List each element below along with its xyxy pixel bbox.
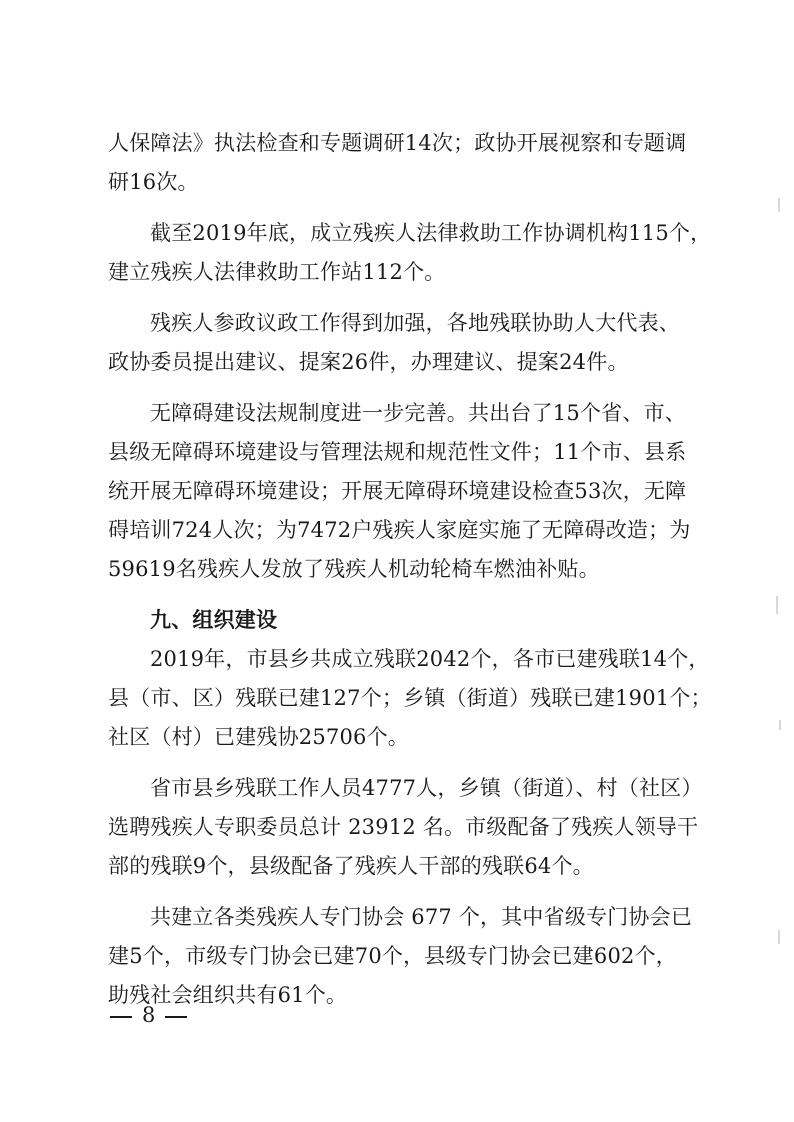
page-number: 8 — [142, 1003, 156, 1027]
page-number-footer — [110, 1000, 187, 1030]
text-line: 统开展无障碍环境建设；开展无障碍环境建设检查53次，无障 — [108, 479, 687, 503]
section-heading: 九、组织建设 — [150, 608, 278, 632]
section-heading-container — [108, 601, 696, 640]
paragraph-political-participation — [108, 304, 696, 382]
paragraph-federations — [108, 640, 712, 757]
scan-artifact — [778, 930, 780, 944]
text-line: 研16次。 — [108, 170, 199, 194]
text-line: 部的残联9个，县级配备了残疾人干部的残联64个。 — [108, 854, 594, 878]
paragraph-associations — [108, 898, 696, 1015]
text-line: 政协委员提出建议、提案26件，办理建议、提案24件。 — [108, 350, 629, 374]
paragraph-staff — [108, 769, 703, 886]
paragraph-accessibility — [108, 394, 696, 589]
text-line: 省市县乡残联工作人员4777人，乡镇（街道）、村（社区） — [150, 776, 703, 800]
text-line: 社区（村）已建残协25706个。 — [108, 725, 410, 749]
text-line: 助残社会组织共有61个。 — [108, 983, 348, 1007]
text-line: 县（市、区）残联已建127个；乡镇（街道）残联已建1901个； — [108, 686, 712, 710]
text-line: 碍培训724人次；为7472户残疾人家庭实施了无障碍改造；为 — [108, 518, 691, 542]
text-line: 建立残疾人法律救助工作站112个。 — [108, 260, 446, 284]
scan-artifact — [778, 198, 780, 212]
paragraph-legal-aid — [108, 214, 712, 292]
text-line: 县级无障碍环境建设与管理法规和规范性文件；11个市、县系 — [108, 440, 687, 464]
dash-left — [110, 1016, 132, 1018]
scan-artifact — [776, 596, 778, 614]
text-line: 59619名残疾人发放了残疾人机动轮椅车燃油补贴。 — [108, 557, 600, 581]
text-line: 人保障法》执法检查和专题调研14次；政协开展视察和专题调 — [108, 131, 687, 155]
paragraph-law-enforcement — [108, 124, 696, 202]
document-body — [108, 124, 712, 1027]
text-line: 2019年，市县乡共成立残联2042个，各市已建残联14个， — [150, 647, 710, 671]
text-line: 选聘残疾人专职委员总计 23912 名。市级配备了残疾人领导干 — [108, 815, 699, 839]
scan-artifact — [779, 720, 781, 730]
dash-right — [165, 1016, 187, 1018]
text-line: 无障碍建设法规制度进一步完善。共出台了15个省、市、 — [150, 401, 686, 425]
text-line: 建5个，市级专门协会已建70个，县级专门协会已建602个， — [108, 944, 677, 968]
text-line: 共建立各类残疾人专门协会 677 个，其中省级专门协会已 — [150, 905, 693, 929]
text-line: 残疾人参政议政工作得到加强，各地残联协助人大代表、 — [150, 311, 680, 335]
text-line: 截至2019年底，成立残疾人法律救助工作协调机构115个， — [150, 221, 712, 245]
